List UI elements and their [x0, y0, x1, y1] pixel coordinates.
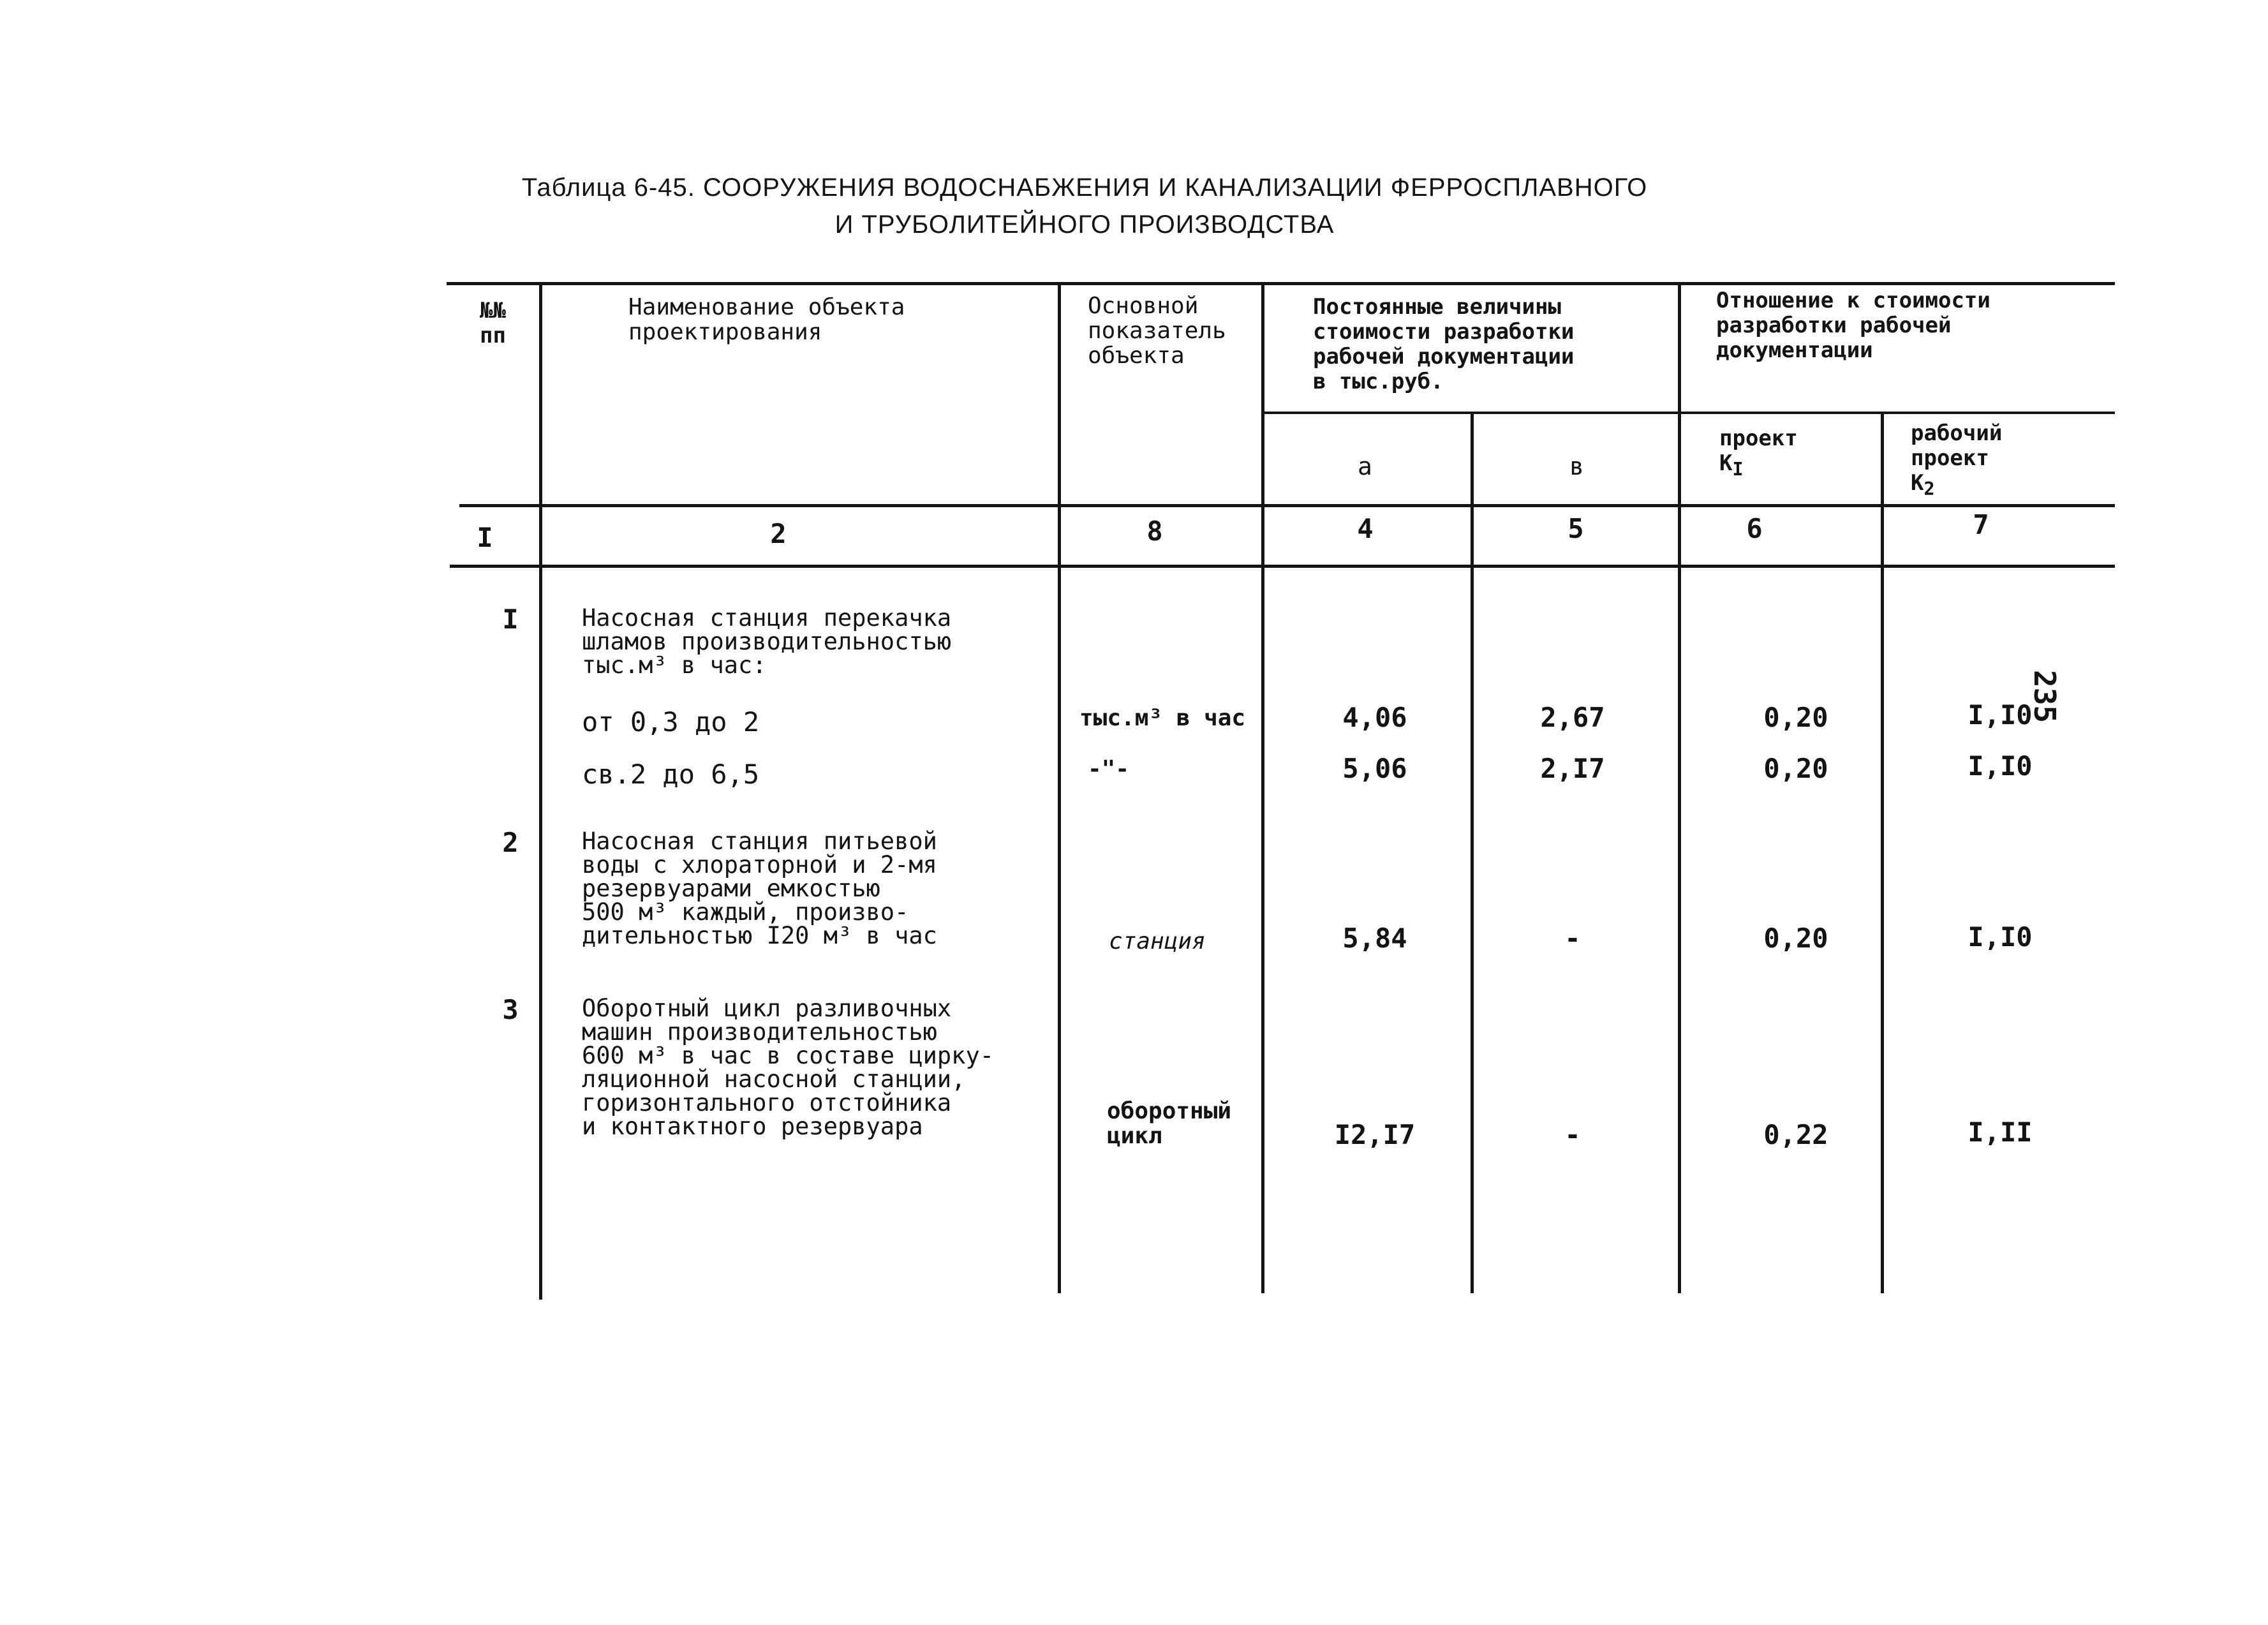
- col-divider-5: [1678, 282, 1681, 1293]
- table-top-border: [447, 282, 2115, 285]
- header-object-name: Наименование объекта проектирования: [628, 294, 905, 345]
- column-number-3: 8: [1146, 516, 1163, 547]
- row-2-name: Насосная станция питьевой воды с хлораторной и 2-мя резервуарами емкостью 500 м³ каждый, произво- дительностью I20 м³ в час: [582, 827, 937, 949]
- header-col-k1-sub: I: [1732, 458, 1744, 480]
- row-1a-k2: I,I0: [1968, 699, 2033, 731]
- column-number-5: 5: [1568, 513, 1584, 544]
- row-2-number: 2: [502, 827, 519, 858]
- row-3-indicator: оборотный цикл: [1107, 1098, 1232, 1149]
- row-1b-b: 2,I7: [1540, 753, 1605, 784]
- table-title-line-2: И ТРУБОЛИТЕЙНОГО ПРОИЗВОДСТВА: [834, 211, 1335, 239]
- row-2-a: 5,84: [1342, 923, 1407, 954]
- header-constant-values: Постоянные величины стоимости разработки рабочей документации в тыс.руб.: [1313, 294, 1575, 394]
- row-1b-name: св.2 до 6,5: [582, 759, 760, 790]
- header-col-k2-sub: 2: [1923, 478, 1935, 500]
- row-1a-name: от 0,3 до 2: [582, 706, 760, 738]
- header-col-k1-label: проект К: [1719, 426, 1798, 476]
- row-3-b: -: [1564, 1119, 1581, 1150]
- row-3-k2: I,II: [1968, 1117, 2033, 1148]
- row-3-a: I2,I7: [1334, 1119, 1416, 1150]
- row-1b-indicator: -"-: [1088, 756, 1130, 782]
- table-title-line-1: Таблица 6-45. СООРУЖЕНИЯ ВОДОСНАБЖЕНИЯ И КАНАЛИЗАЦИИ ФЕРРОСПЛАВНОГО: [521, 174, 1648, 202]
- column-number-4: 4: [1357, 513, 1374, 544]
- row-3-number: 3: [502, 994, 519, 1025]
- page-number: 235: [2027, 670, 2062, 723]
- col-divider-4: [1471, 412, 1474, 1293]
- row-3-name: Оборотный цикл разливочных машин производительностью 600 м³ в час в составе цирку- ляционной насосной станции, горизонтального отстойника и контактного резервуара: [582, 995, 995, 1140]
- header-number: №№ пп: [480, 298, 506, 348]
- row-1b-k2: I,I0: [1968, 750, 2033, 782]
- row-1a-a: 4,06: [1342, 702, 1407, 733]
- col-divider-6: [1881, 412, 1884, 1293]
- column-number-6: 6: [1746, 513, 1763, 544]
- col-divider-1: [539, 282, 542, 1300]
- row-2-k2: I,I0: [1968, 921, 2033, 953]
- row-2-b: -: [1564, 923, 1581, 954]
- row-2-indicator: станция: [1109, 928, 1206, 954]
- header-col-k2: [1911, 421, 2002, 501]
- column-number-2: 2: [770, 518, 787, 549]
- row-1a-indicator: тыс.м³ в час: [1079, 705, 1246, 731]
- header-col-k2-label: рабочий проект К: [1911, 420, 2003, 496]
- header-col-k1: [1719, 426, 1798, 482]
- row-3-k1: 0,22: [1763, 1119, 1828, 1150]
- row-1-number: I: [502, 604, 519, 635]
- col-divider-3: [1261, 282, 1264, 1293]
- header-col-b: в: [1569, 452, 1584, 480]
- row-1a-b: 2,67: [1540, 702, 1605, 733]
- group-header-divider: [1263, 412, 2115, 414]
- row-1b-k1: 0,20: [1763, 753, 1828, 784]
- column-number-1: I: [477, 522, 493, 553]
- header-bottom-border: [459, 504, 2115, 507]
- header-indicator: Основной показатель объекта: [1088, 293, 1226, 369]
- row-1-name: Насосная станция перекачка шламов производительностью тыс.м³ в час:: [582, 604, 952, 679]
- col-divider-2: [1058, 282, 1061, 1293]
- column-numbers-bottom-border: [450, 565, 2115, 568]
- header-col-a: а: [1358, 452, 1372, 480]
- row-1a-k1: 0,20: [1763, 702, 1828, 733]
- column-number-7: 7: [1973, 509, 1989, 540]
- row-2-k1: 0,20: [1763, 923, 1828, 954]
- header-cost-ratio: Отношение к стоимости разработки рабочей документации: [1716, 288, 1990, 363]
- row-1b-a: 5,06: [1342, 753, 1407, 784]
